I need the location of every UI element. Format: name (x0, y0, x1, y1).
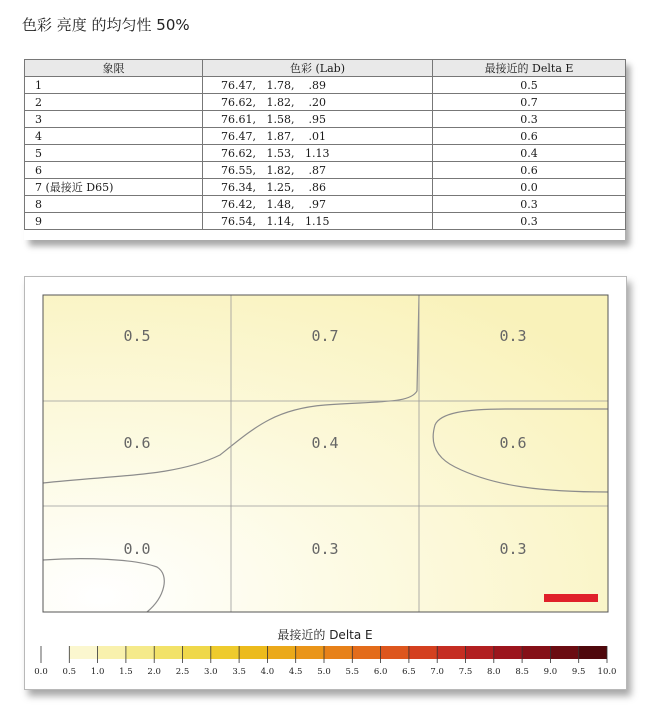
colorbar-segment (154, 646, 182, 659)
delta-e-cell: 0.6 (433, 128, 626, 145)
table-row (25, 145, 626, 162)
colorbar-segment (126, 646, 154, 659)
header-delta-e: 最接近的 Delta E (433, 60, 626, 77)
colorbar-segment (409, 646, 437, 659)
colorbar-segment (579, 646, 607, 659)
colorbar-tick-label: 9.5 (571, 667, 586, 677)
colorbar-tick-label: 10.0 (597, 667, 617, 677)
colorbar-tick-label: 4.0 (260, 667, 275, 677)
table-row (25, 162, 626, 179)
colorbar-tick-label: 0.0 (34, 667, 48, 677)
quadrant-cell: 9 (25, 213, 203, 230)
quadrant-cell: 4 (25, 128, 203, 145)
lab-cell: 76.62, 1.82, .20 (203, 94, 433, 111)
colorbar-tick-label: 5.0 (317, 667, 331, 677)
lab-cell: 76.62, 1.53, 1.13 (203, 145, 433, 162)
lab-table-container (24, 59, 625, 240)
quadrant-cell: 1 (25, 77, 203, 94)
colorbar-segment (466, 646, 494, 659)
colorbar-tick-label: 5.5 (345, 667, 360, 677)
legend-accent-bar (544, 594, 598, 602)
colorbar-tick-label: 8.5 (515, 667, 529, 677)
colorbar-segment (41, 646, 69, 659)
lab-table (24, 59, 626, 230)
colorbar-segment (211, 646, 239, 659)
colorbar-tick-label: 0.5 (62, 667, 77, 677)
table-row (25, 213, 626, 230)
colorbar-title: 最接近的 Delta E (277, 628, 373, 642)
colorbar-segment (296, 646, 324, 659)
table-row (25, 111, 626, 128)
cell-value-1: 0.5 (123, 327, 151, 345)
cell-value-8: 0.3 (311, 540, 339, 558)
colorbar-tick-label: 2.5 (175, 667, 190, 677)
quadrant-cell: 6 (25, 162, 203, 179)
colorbar-segment (267, 646, 295, 659)
colorbar-tick-label: 1.0 (90, 667, 105, 677)
colorbar-segment (550, 646, 578, 659)
quadrant-cell: 7 (最接近 D65) (25, 179, 203, 196)
lab-cell: 76.34, 1.25, .86 (203, 179, 433, 196)
colorbar-segment (437, 646, 465, 659)
colorbar-tick-label: 2.0 (147, 667, 161, 677)
lab-cell: 76.61, 1.58, .95 (203, 111, 433, 128)
lab-cell: 76.54, 1.14, 1.15 (203, 213, 433, 230)
quadrant-cell: 8 (25, 196, 203, 213)
delta-e-cell: 0.3 (433, 196, 626, 213)
table-row (25, 77, 626, 94)
delta-e-cell: 0.4 (433, 145, 626, 162)
colorbar-segment (183, 646, 211, 659)
lab-cell: 76.42, 1.48, .97 (203, 196, 433, 213)
header-lab: 色彩 (Lab) (203, 60, 433, 77)
delta-e-cell: 0.3 (433, 213, 626, 230)
cell-value-4: 0.6 (123, 434, 151, 452)
delta-e-cell: 0.3 (433, 111, 626, 128)
cell-value-5: 0.4 (311, 434, 339, 452)
colorbar-segment (494, 646, 522, 659)
delta-e-cell: 0.0 (433, 179, 626, 196)
table-row (25, 179, 626, 196)
lab-cell: 76.55, 1.82, .87 (203, 162, 433, 179)
colorbar-tick-label: 3.0 (204, 667, 218, 677)
colorbar-tick-label: 1.5 (119, 667, 133, 677)
cell-value-9: 0.3 (499, 540, 527, 558)
delta-e-cell: 0.6 (433, 162, 626, 179)
colorbar-segment (352, 646, 380, 659)
colorbar-segment (98, 646, 126, 659)
colorbar-segment (239, 646, 267, 659)
colorbar-tick-label: 3.5 (232, 667, 246, 677)
colorbar (34, 646, 616, 677)
uniformity-chart-frame (24, 276, 627, 690)
colorbar-tick-label: 8.0 (487, 667, 501, 677)
delta-e-cell: 0.5 (433, 77, 626, 94)
colorbar-segment (522, 646, 550, 659)
quadrant-cell: 3 (25, 111, 203, 128)
uniformity-heatmap (25, 277, 626, 689)
colorbar-tick-label: 9.0 (543, 667, 558, 677)
table-header-row (25, 60, 626, 77)
lab-cell: 76.47, 1.87, .01 (203, 128, 433, 145)
colorbar-tick-label: 4.5 (288, 667, 303, 677)
cell-value-6: 0.6 (499, 434, 527, 452)
lab-cell: 76.47, 1.78, .89 (203, 77, 433, 94)
cell-value-3: 0.3 (499, 327, 527, 345)
colorbar-tick-label: 7.5 (458, 667, 473, 677)
colorbar-tick-label: 7.0 (430, 667, 444, 677)
delta-e-cell: 0.7 (433, 94, 626, 111)
cell-value-7: 0.0 (123, 540, 151, 558)
colorbar-segment (324, 646, 352, 659)
colorbar-tick-label: 6.0 (373, 667, 388, 677)
header-quadrant: 象限 (25, 60, 203, 77)
table-row (25, 94, 626, 111)
colorbar-segment (69, 646, 97, 659)
table-row (25, 196, 626, 213)
page-title: 色彩 亮度 的均匀性 50% (22, 16, 190, 34)
colorbar-tick-label: 6.5 (402, 667, 416, 677)
table-row (25, 128, 626, 145)
quadrant-cell: 2 (25, 94, 203, 111)
colorbar-segment (381, 646, 409, 659)
cell-value-2: 0.7 (311, 327, 339, 345)
quadrant-cell: 5 (25, 145, 203, 162)
